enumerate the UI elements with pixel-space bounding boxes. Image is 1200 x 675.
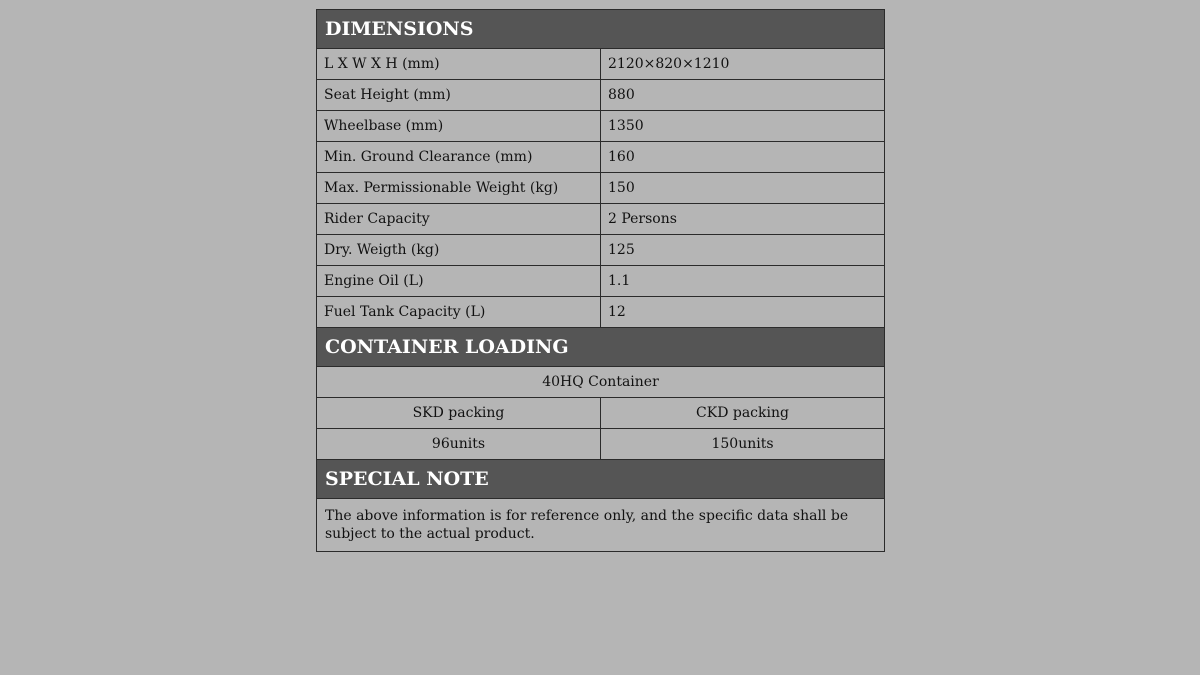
spec-label: Fuel Tank Capacity (L): [317, 297, 601, 328]
ckd-packing-label: CKD packing: [601, 398, 885, 429]
spec-value: 160: [601, 142, 885, 173]
spec-label: Min. Ground Clearance (mm): [317, 142, 601, 173]
spec-value: 150: [601, 173, 885, 204]
packing-units-row: [317, 429, 885, 460]
container-loading-title: CONTAINER LOADING: [317, 328, 885, 367]
spec-value: 1350: [601, 111, 885, 142]
dimensions-title: DIMENSIONS: [317, 10, 885, 49]
spec-table: [316, 9, 885, 552]
spec-row-engine-oil: [317, 266, 885, 297]
spec-row-seat-height: [317, 80, 885, 111]
spec-value: 880: [601, 80, 885, 111]
spec-row-lwh: [317, 49, 885, 80]
spec-label: Rider Capacity: [317, 204, 601, 235]
spec-label: Engine Oil (L): [317, 266, 601, 297]
spec-value: 2120×820×1210: [601, 49, 885, 80]
spec-value: 12: [601, 297, 885, 328]
spec-row-fuel-tank: [317, 297, 885, 328]
container-loading-header-row: [317, 328, 885, 367]
spec-label: Seat Height (mm): [317, 80, 601, 111]
special-note-header-row: [317, 460, 885, 499]
container-type: 40HQ Container: [317, 367, 885, 398]
spec-value: 125: [601, 235, 885, 266]
special-note-row: [317, 499, 885, 552]
spec-sheet: [316, 9, 885, 552]
skd-units: 96units: [317, 429, 601, 460]
spec-value: 2 Persons: [601, 204, 885, 235]
packing-labels-row: [317, 398, 885, 429]
spec-row-ground-clearance: [317, 142, 885, 173]
spec-label: L X W X H (mm): [317, 49, 601, 80]
spec-row-wheelbase: [317, 111, 885, 142]
spec-value: 1.1: [601, 266, 885, 297]
spec-label: Wheelbase (mm): [317, 111, 601, 142]
container-type-row: [317, 367, 885, 398]
dimensions-header-row: [317, 10, 885, 49]
special-note-title: SPECIAL NOTE: [317, 460, 885, 499]
spec-row-rider-capacity: [317, 204, 885, 235]
spec-label: Max. Permissionable Weight (kg): [317, 173, 601, 204]
spec-label: Dry. Weigth (kg): [317, 235, 601, 266]
ckd-units: 150units: [601, 429, 885, 460]
spec-row-dry-weight: [317, 235, 885, 266]
special-note-text: The above information is for reference only, and the specific data shall be subject to the actual product.: [317, 499, 885, 552]
spec-row-max-weight: [317, 173, 885, 204]
skd-packing-label: SKD packing: [317, 398, 601, 429]
